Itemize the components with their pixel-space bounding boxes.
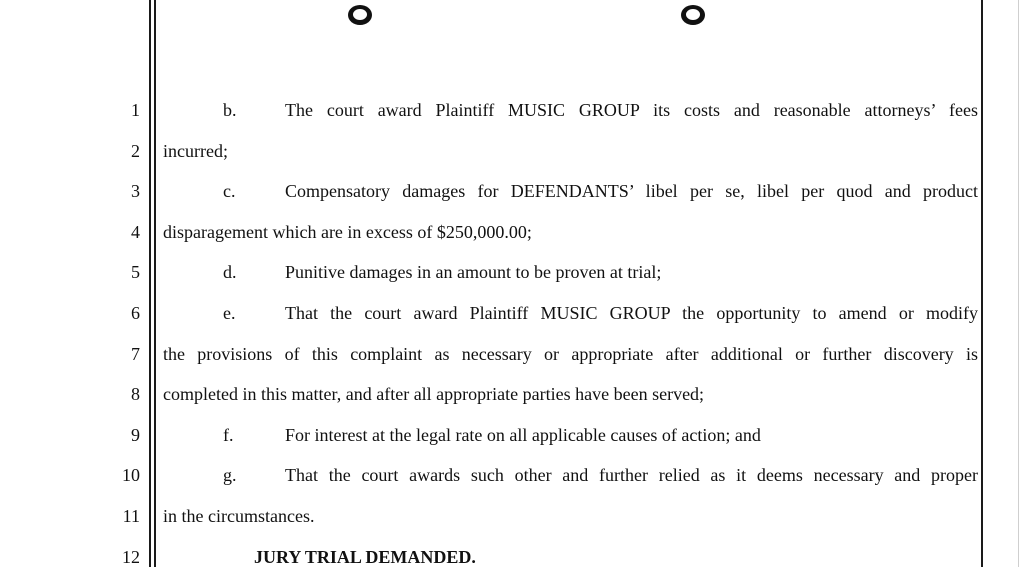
punch-hole-left-icon [348,5,372,25]
paragraph-g-line-1 [163,464,978,486]
paragraph-c-line-1 [163,180,978,202]
line-number: 9 [131,425,140,445]
paragraph-f-text: For interest at the legal rate on all applicable causes of action; and [285,425,761,445]
line-number: 8 [131,384,140,404]
line-number: 4 [131,222,140,242]
paragraph-b-line-1 [163,99,978,121]
paragraph-c-text: Compensatory damages for DEFENDANTS’ libel per se, libel per quod and product [285,181,978,201]
paragraph-e-text: That the court award Plaintiff MUSIC GROUP the opportunity to amend or modify [285,303,978,323]
paragraph-f-label: f. [223,425,234,445]
paragraph-e-line-1 [163,302,978,324]
line-number: 10 [122,465,140,485]
paragraph-d-label: d. [223,262,237,282]
left-margin-rule-inner [154,0,156,567]
paragraph-b-text: The court award Plaintiff MUSIC GROUP its costs and reasonable attorneys’ fees [285,100,978,120]
right-margin-rule [981,0,983,567]
line-number: 3 [131,181,140,201]
paragraph-g-text: That the court awards such other and further relied as it deems necessary and proper [285,465,978,485]
line-number: 2 [131,141,140,161]
paragraph-c-label: c. [223,181,236,201]
paragraph-e-line-3: completed in this matter, and after all appropriate parties have been served; [163,384,705,404]
line-number: 6 [131,303,140,323]
line-number: 11 [122,506,140,526]
paragraph-e-label: e. [223,303,236,323]
line-number: 1 [131,100,140,120]
paragraph-b-label: b. [223,100,237,120]
line-number: 12 [122,547,140,567]
line-number: 5 [131,262,140,282]
paragraph-g-label: g. [223,465,237,485]
paragraph-c-line-2: disparagement which are in excess of $250,000.00; [163,222,532,242]
line-number: 7 [131,344,140,364]
section-heading: JURY TRIAL DEMANDED. [254,547,476,567]
paragraph-d-text: Punitive damages in an amount to be proven at trial; [285,262,662,282]
paragraph-b-line-2: incurred; [163,141,228,161]
page-edge-line [1018,0,1019,567]
left-margin-rule-outer [149,0,151,567]
paragraph-e-line-2: the provisions of this complaint as necessary or appropriate after additional or further discovery is [163,344,978,364]
paragraph-g-line-2: in the circumstances. [163,506,315,526]
punch-hole-right-icon [681,5,705,25]
